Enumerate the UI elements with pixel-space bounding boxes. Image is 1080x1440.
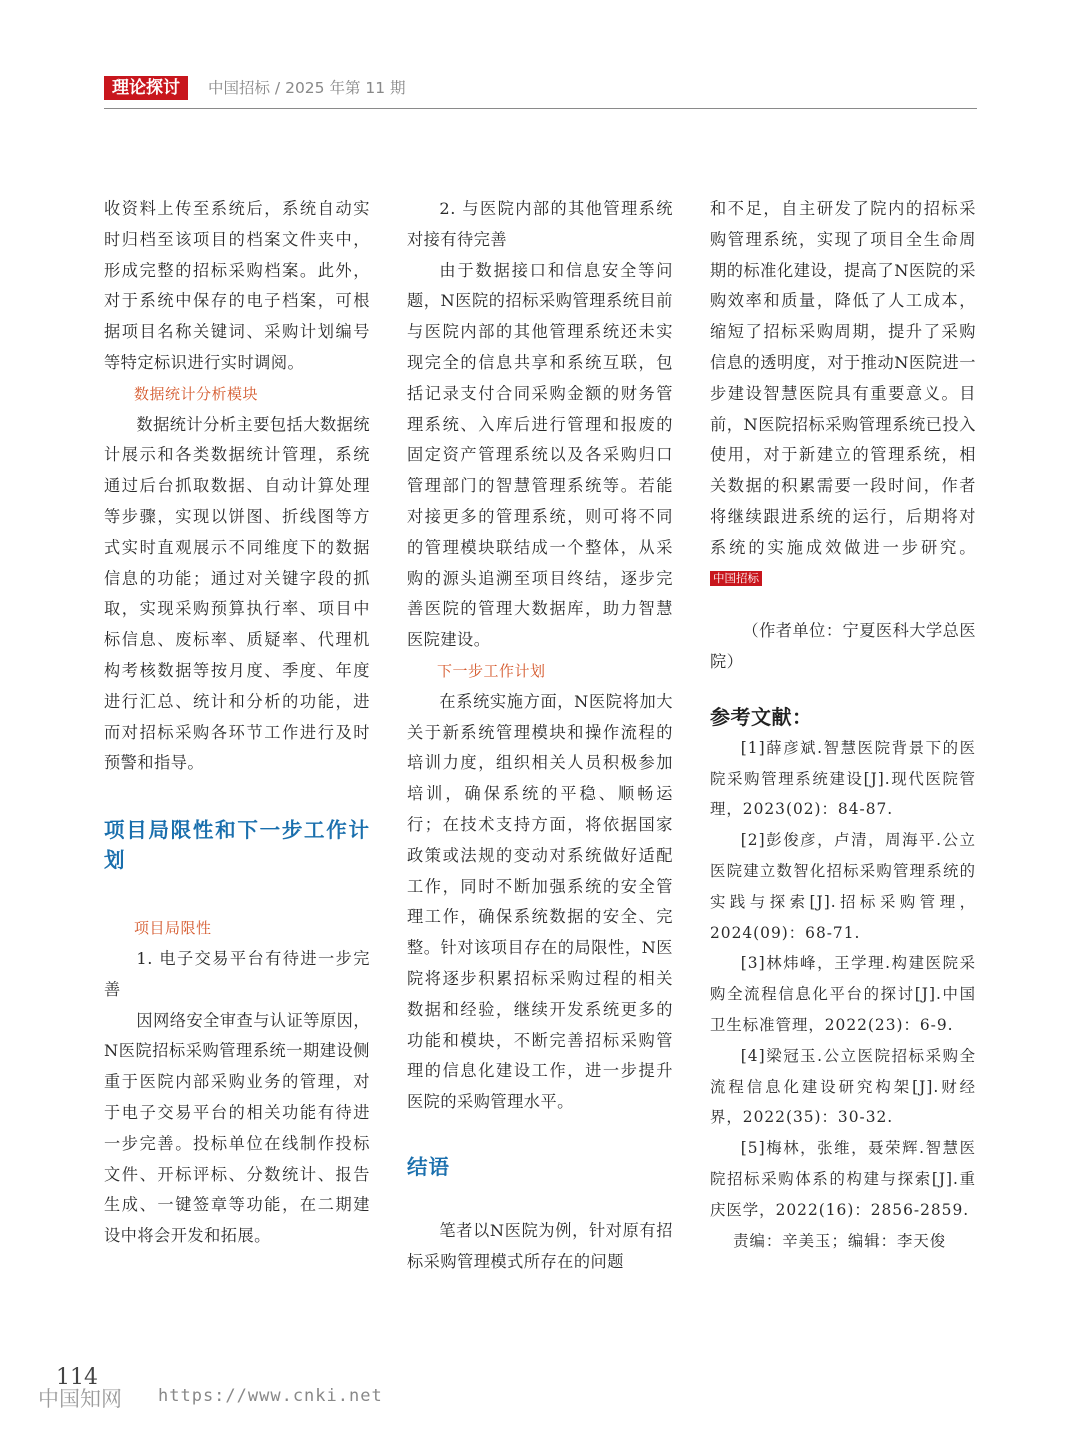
- watermark-cnki: 中国知网: [38, 1387, 122, 1411]
- subheading: 数据统计分析模块: [134, 384, 259, 403]
- paragraph: 收资料上传至系统后，系统自动实时归档至该项目的档案文件夹中，形成完整的招标采购档案。此外，对于系统中保存的电子档案，可根据项目名称关键词、采购计划编号等特定标识进行实时调阅。: [104, 199, 370, 372]
- paragraph: [710, 194, 976, 594]
- column-2: [407, 194, 673, 1278]
- reference-item: [2]彭俊彦，卢清，周海平.公立医院建立数智化招标采购管理系统的实践与探索[J].招标采购管理，2024(09)：68-71.: [710, 831, 976, 942]
- subheading: 下一步工作计划: [437, 661, 546, 680]
- reference-item: [5]梅林，张维，聂荣辉.智慧医院招标采购体系的构建与探索[J].重庆医学，2022(16)：2856-2859.: [710, 1139, 976, 1219]
- author-affiliation: （作者单位：宁夏医科大学总医院）: [710, 621, 977, 672]
- numbered-item: 1. 电子交易平台有待进一步完善: [104, 948, 370, 999]
- reference-item: [4]梁冠玉.公立医院招标采购全流程信息化建设研究构架[J].财经界，2022(35)：30-32.: [710, 1046, 976, 1127]
- end-mark-logo: 中国招标: [710, 571, 762, 586]
- subheading: 项目局限性: [134, 919, 212, 938]
- numbered-item: 2. 与医院内部的其他管理系统对接有待完善: [407, 199, 673, 249]
- section-tag: 理论探讨: [104, 76, 188, 100]
- paragraph: 在系统实施方面，N医院将加大关于新系统管理模块和操作流程的培训力度，组织相关人员积极参加培训，确保系统的平稳、顺畅运行；在技术支持方面，将依据国家政策或法规的变动对系统做好适配工作，同时不断加强系统的安全管理工作，确保系统数据的安全、完整。针对该项目存在的局限性，N医院将逐步积累招标采购过程的相关数据和经验，继续开发系统更多的功能和模块，不断完善招标采购管理的信息化建设工作，进一步提升医院的采购管理水平。: [407, 691, 673, 1112]
- editor-credit: 责编：辛美玉；编辑：李天俊: [733, 1231, 947, 1250]
- paragraph-text: 和不足，自主研发了院内的招标采购管理系统，实现了项目全生命周期的标准化建设，提高了N医院的采购效率和质量，降低了人工成本，缩短了招标采购周期，提升了采购信息的透明度，对于推动N医院进一步建设智慧医院具有重要意义。目前，N医院招标采购管理系统已投入使用，对于新建立的管理系统，相关数据的积累需要一段时间，作者将继续跟进系统的运行，后期将对系统的实施成效做进一步研究。: [710, 199, 976, 557]
- section-heading: 项目局限性和下一步工作计划: [104, 818, 370, 873]
- paragraph: 由于数据接口和信息安全等问题，N医院的招标采购管理系统目前与医院内部的其他管理系统还未实现完全的信息共享和系统互联，包括记录支付合同采购金额的财务管理系统、入库后进行管理和报废的固定资产管理系统以及各采购归口管理部门的智慧管理系统等。若能对接更多的管理系统，则可将不同的管理模块联结成一个整体，从采购的源头追溯至项目终结，逐步完善医院的管理大数据库，助力智慧医院建设。: [407, 260, 673, 650]
- column-3: [710, 194, 976, 1256]
- page-header: [104, 76, 977, 109]
- section-heading: 结语: [407, 1154, 450, 1179]
- column-1: [104, 194, 370, 1252]
- reference-item: [1]薛彦斌.智慧医院背景下的医院采购管理系统建设[J].现代医院管理，2023(02)：84-87.: [710, 738, 976, 819]
- references-heading: 参考文献：: [710, 704, 813, 729]
- watermark-url: https://www.cnki.net: [158, 1386, 383, 1406]
- journal-info: 中国招标 / 2025 年第 11 期: [208, 79, 406, 97]
- paragraph: 笔者以N医院为例，针对原有招标采购管理模式所存在的问题: [407, 1220, 673, 1271]
- paragraph: 因网络安全审查与认证等原因，N医院招标采购管理系统一期建设侧重于医院内部采购业务的管理，对于电子交易平台的相关功能有待进一步完善。投标单位在线制作投标文件、开标评标、分数统计、报告生成、一键签章等功能，在二期建设中将会开发和拓展。: [104, 1010, 371, 1246]
- page-number: 114: [56, 1365, 98, 1390]
- reference-item: [3]林炜峰，王学理.构建医院采购全流程信息化平台的探讨[J].中国卫生标准管理，2022(23)：6-9.: [710, 954, 976, 1034]
- paragraph: 数据统计分析主要包括大数据统计展示和各类数据统计管理，系统通过后台抓取数据、自动计算处理等步骤，实现以饼图、折线图等方式实时直观展示不同维度下的数据信息的功能；通过对关键字段的抓取，实现采购预算执行率、项目中标信息、废标率、质疑率、代理机构考核数据等按月度、季度、年度进行汇总、统计和分析的功能，进而对招标采购各环节工作进行及时预警和指导。: [104, 414, 371, 773]
